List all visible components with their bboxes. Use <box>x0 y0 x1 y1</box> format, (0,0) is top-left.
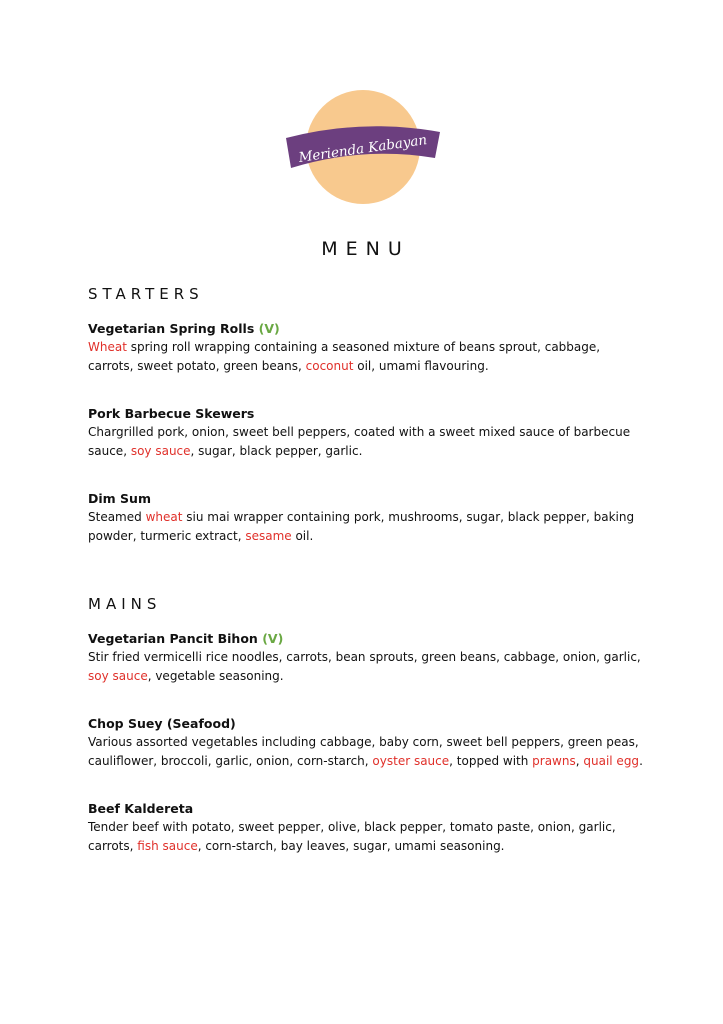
logo-text: Merienda Kabayan <box>297 132 429 166</box>
dish-name: Chop Suey (Seafood) <box>88 716 236 731</box>
allergen: soy sauce <box>88 669 148 683</box>
dish-description: Tender beef with potato, sweet pepper, olive, black pepper, tomato paste, onion, garlic, <box>88 820 616 834</box>
merienda-kabayan-logo <box>283 88 443 206</box>
vegetarian-tag: (V) <box>262 631 284 646</box>
dish-vegetarian-spring-rolls <box>88 320 648 376</box>
dish-pork-barbecue-skewers <box>88 405 648 461</box>
dish-name: Vegetarian Spring Rolls (V) <box>88 321 280 336</box>
dish-name: Dim Sum <box>88 491 151 506</box>
dish-description: cauliflower, broccoli, garlic, onion, corn-starch, oyster sauce, topped with prawns, quail egg. <box>88 754 643 768</box>
menu-title: MENU <box>321 238 410 260</box>
dish-beef-kaldereta <box>88 800 648 856</box>
dish-description: powder, turmeric extract, sesame oil. <box>88 529 314 543</box>
dish-chop-suey-seafood <box>88 715 648 771</box>
starters-heading: STARTERS <box>88 285 204 303</box>
dish-dim-sum <box>88 490 648 546</box>
vegetarian-tag: (V) <box>258 321 280 336</box>
allergen: wheat <box>145 510 183 524</box>
dish-description: Wheat spring roll wrapping containing a seasoned mixture of beans sprout, cabbage, <box>88 340 601 354</box>
dish-description: soy sauce, vegetable seasoning. <box>88 669 284 683</box>
dish-description: Steamed wheat siu mai wrapper containing pork, mushrooms, sugar, black pepper, baking <box>88 510 635 524</box>
dish-name: Pork Barbecue Skewers <box>88 406 255 421</box>
dish-name: Vegetarian Pancit Bihon (V) <box>88 631 284 646</box>
mains-heading: MAINS <box>88 595 162 613</box>
dish-description: Stir fried vermicelli rice noodles, carrots, bean sprouts, green beans, cabbage, onion, garlic, <box>88 650 641 664</box>
allergen: prawns <box>532 754 576 768</box>
dish-description: Various assorted vegetables including cabbage, baby corn, sweet bell peppers, green peas, <box>88 735 639 749</box>
dish-description: Chargrilled pork, onion, sweet bell peppers, coated with a sweet mixed sauce of barbecue <box>88 425 631 439</box>
allergen: coconut <box>305 359 354 373</box>
allergen: oyster sauce <box>372 754 450 768</box>
allergen: Wheat <box>88 340 127 354</box>
dish-name: Beef Kaldereta <box>88 801 194 816</box>
dish-description: carrots, sweet potato, green beans, coconut oil, umami flavouring. <box>88 359 489 373</box>
allergen: soy sauce <box>130 444 191 458</box>
dish-vegetarian-pancit-bihon <box>88 630 648 686</box>
dish-description: carrots, fish sauce, corn-starch, bay leaves, sugar, umami seasoning. <box>88 839 505 853</box>
allergen: sesame <box>245 529 292 543</box>
allergen: quail egg <box>583 754 640 768</box>
dish-description: sauce, soy sauce, sugar, black pepper, garlic. <box>88 444 363 458</box>
allergen: fish sauce <box>137 839 198 853</box>
